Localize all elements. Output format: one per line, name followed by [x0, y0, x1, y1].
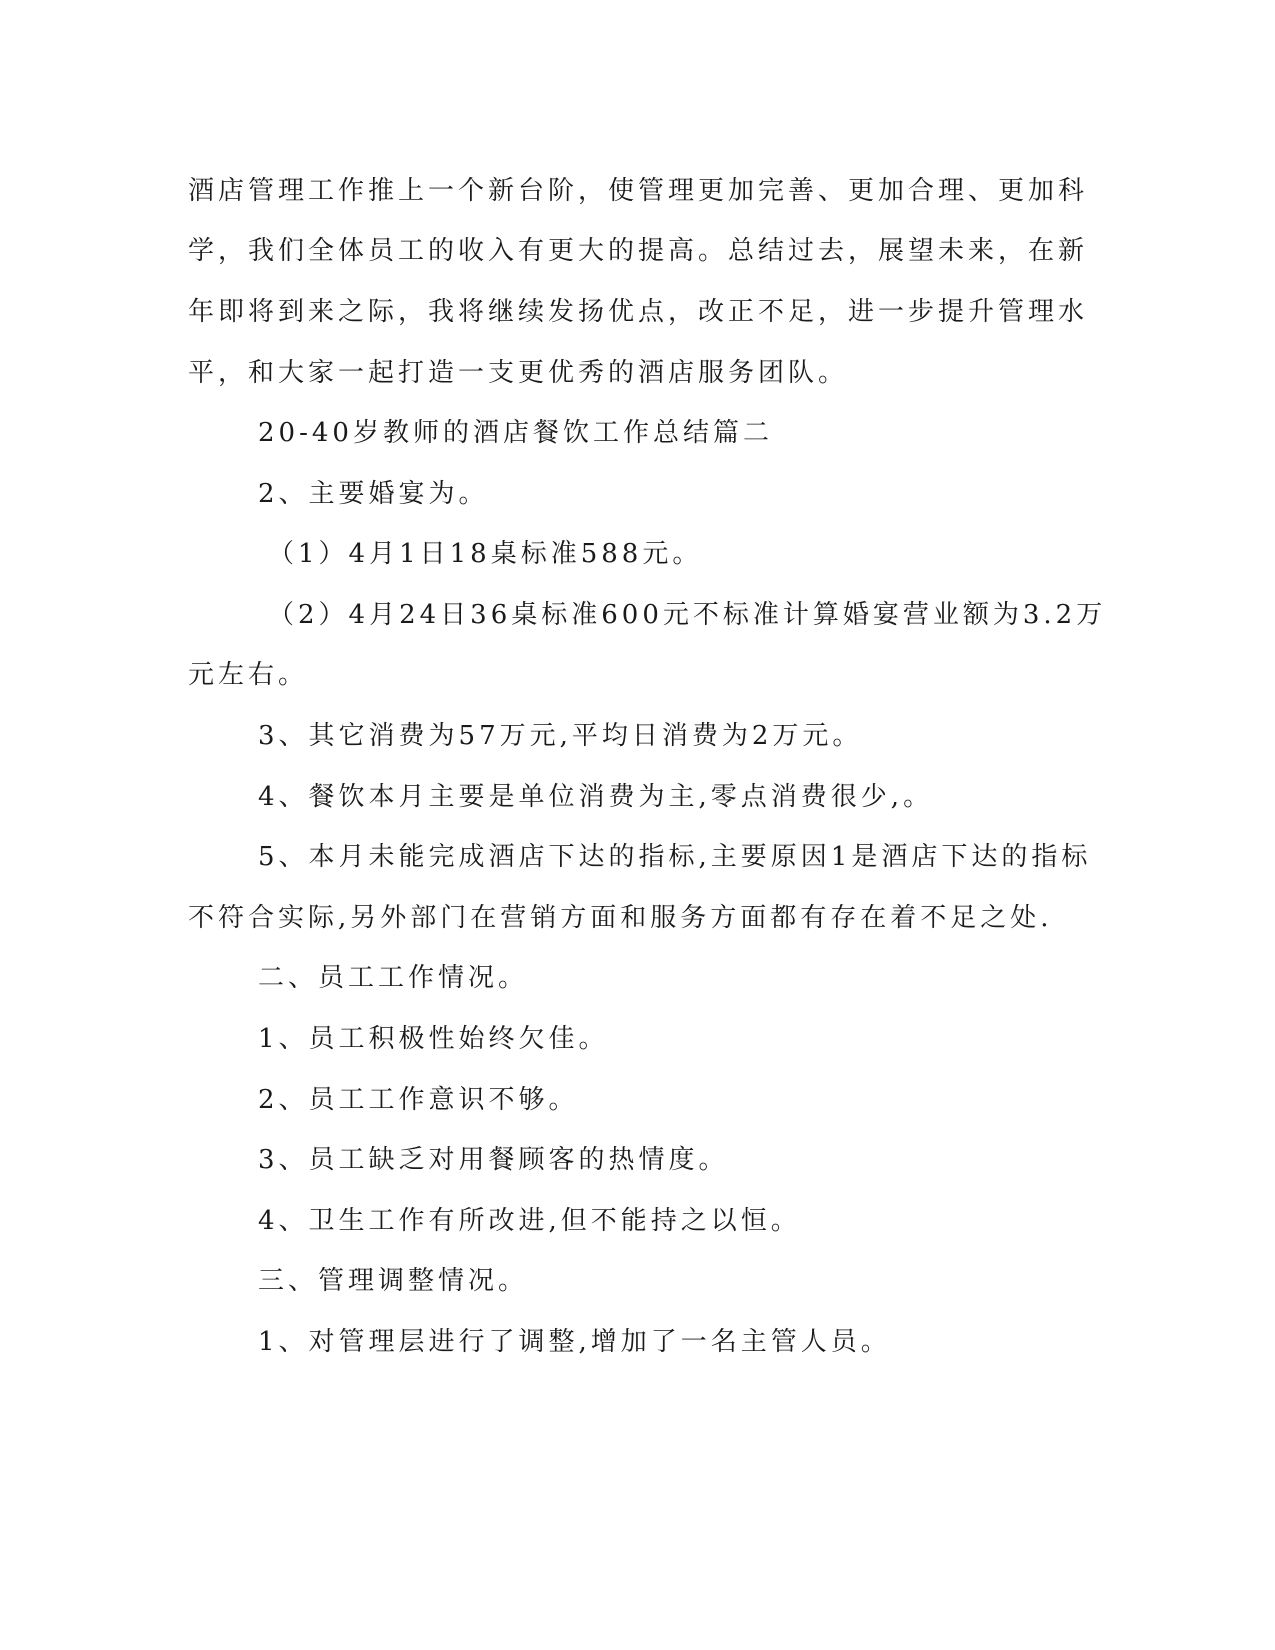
list-item: 1、员工积极性始终欠佳。: [258, 1024, 609, 1054]
list-item: 2、主要婚宴为。: [258, 479, 489, 509]
list-subitem: （1）4月1日18桌标准588元。: [268, 539, 703, 569]
section-heading: 三、管理调整情况。: [258, 1266, 529, 1296]
list-item: 5、本月未能完成酒店下达的指标,主要原因1是酒店下达的指标: [258, 842, 1092, 872]
list-item: 3、员工缺乏对用餐顾客的热情度。: [258, 1145, 729, 1175]
list-item: 3、其它消费为57万元,平均日消费为2万元。: [258, 721, 863, 751]
section-heading: 二、员工工作情况。: [258, 963, 529, 993]
paragraph-line: 年即将到来之际，我将继续发扬优点，改正不足，进一步提升管理水: [188, 297, 1089, 327]
list-item: 4、餐饮本月主要是单位消费为主,零点消费很少,。: [258, 782, 934, 812]
paragraph-line: 不符合实际,另外部门在营销方面和服务方面都有存在着不足之处.: [188, 903, 1053, 933]
paragraph-line: 元左右。: [188, 660, 309, 690]
list-subitem: （2）4月24日36桌标准600元不标准计算婚宴营业额为3.2万: [268, 600, 1107, 630]
list-item: 2、员工工作意识不够。: [258, 1085, 579, 1115]
paragraph-line: 平，和大家一起打造一支更优秀的酒店服务团队。: [188, 358, 849, 388]
section-heading: 20-40岁教师的酒店餐饮工作总结篇二: [258, 418, 773, 448]
paragraph-line: 学，我们全体员工的收入有更大的提高。总结过去，展望未来，在新: [188, 236, 1089, 266]
paragraph-line: 酒店管理工作推上一个新台阶，使管理更加完善、更加合理、更加科: [188, 176, 1089, 206]
list-item: 1、对管理层进行了调整,增加了一名主管人员。: [258, 1327, 891, 1357]
list-item: 4、卫生工作有所改进,但不能持之以恒。: [258, 1206, 801, 1236]
